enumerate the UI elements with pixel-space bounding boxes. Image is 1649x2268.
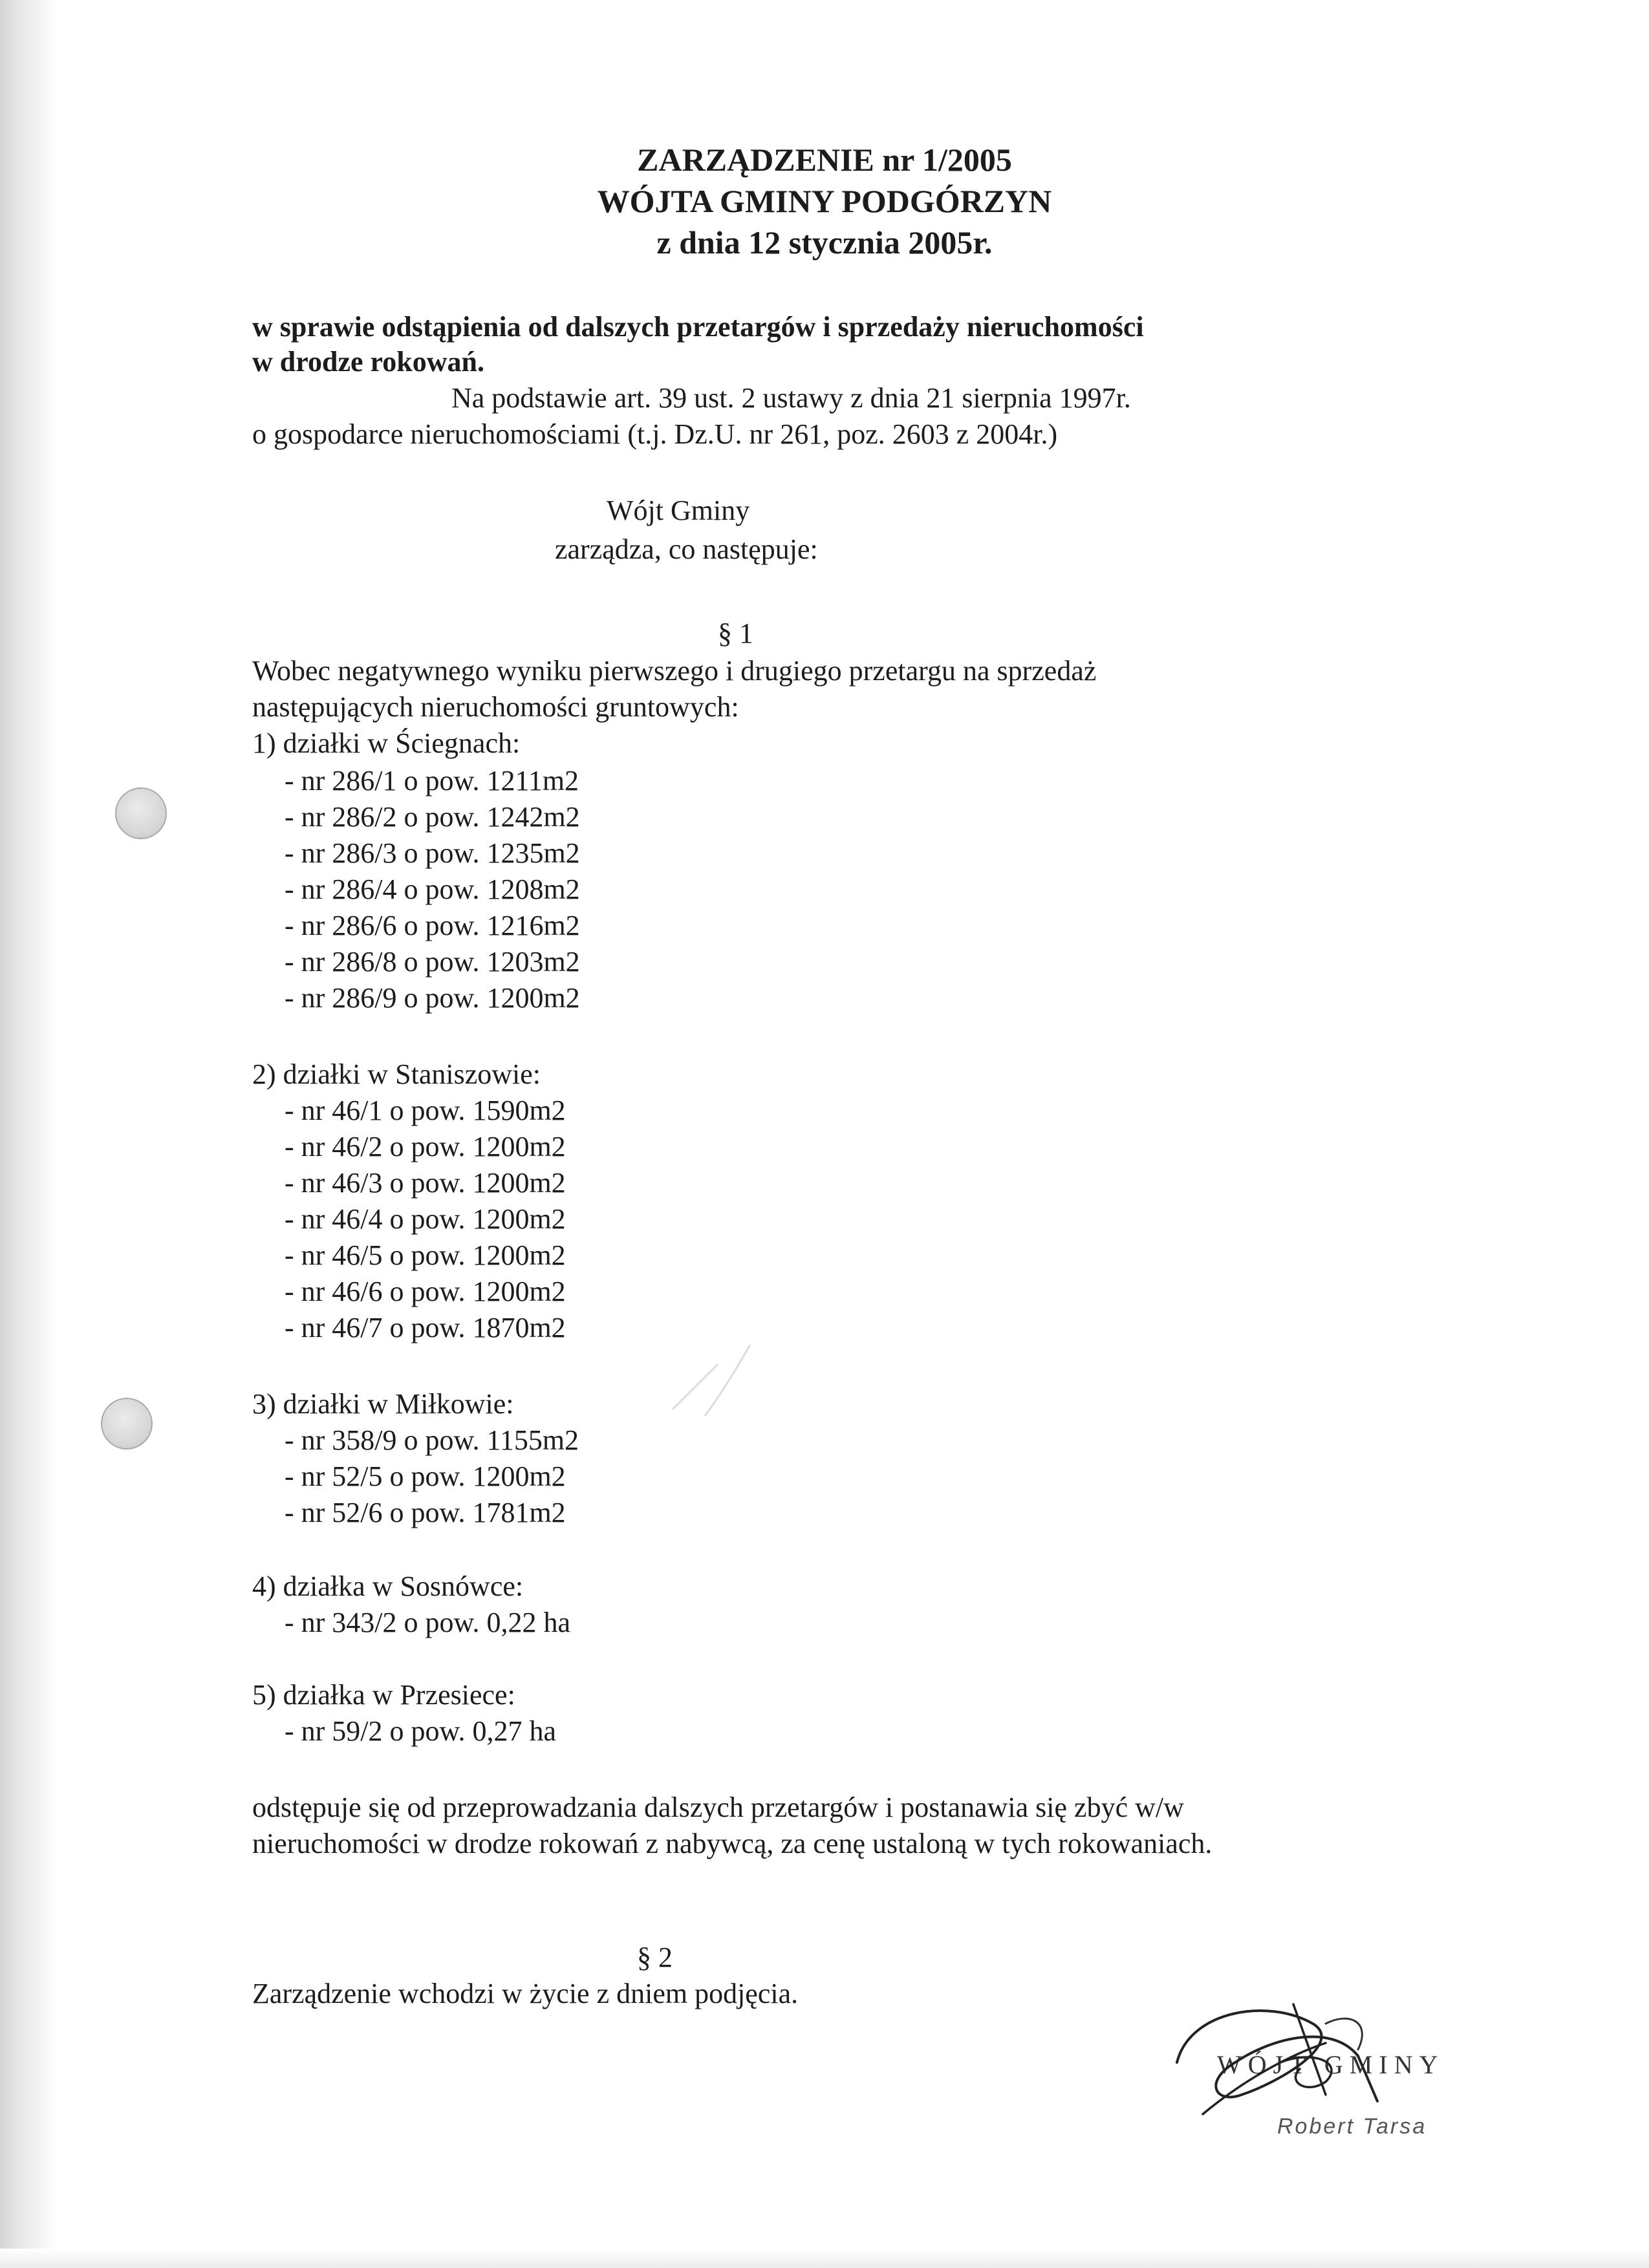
list-item: - nr 46/7 o pow. 1870m2 [285,1312,566,1343]
list-item: - nr 46/2 o pow. 1200m2 [285,1131,566,1162]
pen-mark-icon [660,1338,763,1422]
conclusion-line-1: odstępuje się od przeprowadzania dalszych przetargów i postanawia się zbyć w/w [252,1792,1184,1823]
list-item: - nr 286/4 o pow. 1208m2 [285,873,580,905]
signature-name: Robert Tarsa [1277,2114,1427,2139]
list-item: - nr 343/2 o pow. 0,22 ha [285,1607,570,1638]
conclusion-line-2: nieruchomości w drodze rokowań z nabywcą, za cenę ustaloną w tych rokowaniach. [252,1828,1212,1859]
list-item: - nr 358/9 o pow. 1155m2 [285,1424,579,1456]
subject-line-2: w drodze rokowań. [252,346,484,378]
group-2-title: 2) działki w Staniszowie: [252,1058,541,1090]
list-item: - nr 286/9 o pow. 1200m2 [285,982,580,1014]
punch-hole-icon [115,787,167,839]
list-item: - nr 52/6 o pow. 1781m2 [285,1497,566,1528]
document-title: ZARZĄDZENIE nr 1/2005 [637,142,1012,178]
scan-edge-shadow [0,0,57,2268]
subject-line-1: w sprawie odstąpienia od dalszych przetargów i sprzedaży nieruchomości [252,311,1144,343]
group-5-title: 5) działka w Przesiece: [252,1679,515,1711]
list-item: - nr 286/6 o pow. 1216m2 [285,910,580,941]
list-item: - nr 286/1 o pow. 1211m2 [285,765,579,797]
punch-hole-icon [101,1398,153,1450]
section-1-heading: § 1 [718,617,753,649]
list-item: - nr 286/2 o pow. 1242m2 [285,801,580,833]
document-date: z dnia 12 stycznia 2005r. [656,224,993,261]
signature-block [1164,1985,1526,2153]
section-2-text: Zarządzenie wchodzi w życie z dniem podjęcia. [252,1978,799,2009]
list-item: - nr 46/5 o pow. 1200m2 [285,1239,566,1271]
scan-bottom-shadow [0,2249,1649,2268]
group-3-title: 3) działki w Miłkowie: [252,1388,514,1420]
list-item: - nr 46/1 o pow. 1590m2 [285,1095,566,1126]
issuer-title: WÓJTA GMINY PODGÓRZYN [597,183,1052,219]
list-item: - nr 46/4 o pow. 1200m2 [285,1203,566,1235]
list-item: - nr 59/2 o pow. 0,27 ha [285,1715,556,1747]
list-item: - nr 46/6 o pow. 1200m2 [285,1276,566,1307]
group-1-title: 1) działki w Ściegnach: [252,727,521,759]
list-item: - nr 52/5 o pow. 1200m2 [285,1460,566,1492]
list-item: - nr 46/3 o pow. 1200m2 [285,1167,566,1199]
group-4-title: 4) działka w Sosnówce: [252,1570,524,1602]
section-1-intro-line-2: następujących nieruchomości gruntowych: [252,691,739,723]
section-2-heading: § 2 [637,1942,673,1973]
signature-title: WÓJT GMINY [1217,2050,1445,2079]
legal-basis-line-2: o gospodarce nieruchomościami (t.j. Dz.U. nr 261, poz. 2603 z 2004r.) [252,418,1058,450]
section-1-intro-line-1: Wobec negatywnego wyniku pierwszego i drugiego przetargu na sprzedaż [252,655,1097,687]
authority-line-1: Wójt Gminy [607,495,750,526]
list-item: - nr 286/8 o pow. 1203m2 [285,946,580,978]
list-item: - nr 286/3 o pow. 1235m2 [285,837,580,869]
handwritten-signature-icon [1164,1985,1526,2153]
authority-line-2: zarządza, co następuje: [555,533,818,565]
legal-basis-line-1: Na podstawie art. 39 ust. 2 ustawy z dnia 21 sierpnia 1997r. [451,382,1131,414]
